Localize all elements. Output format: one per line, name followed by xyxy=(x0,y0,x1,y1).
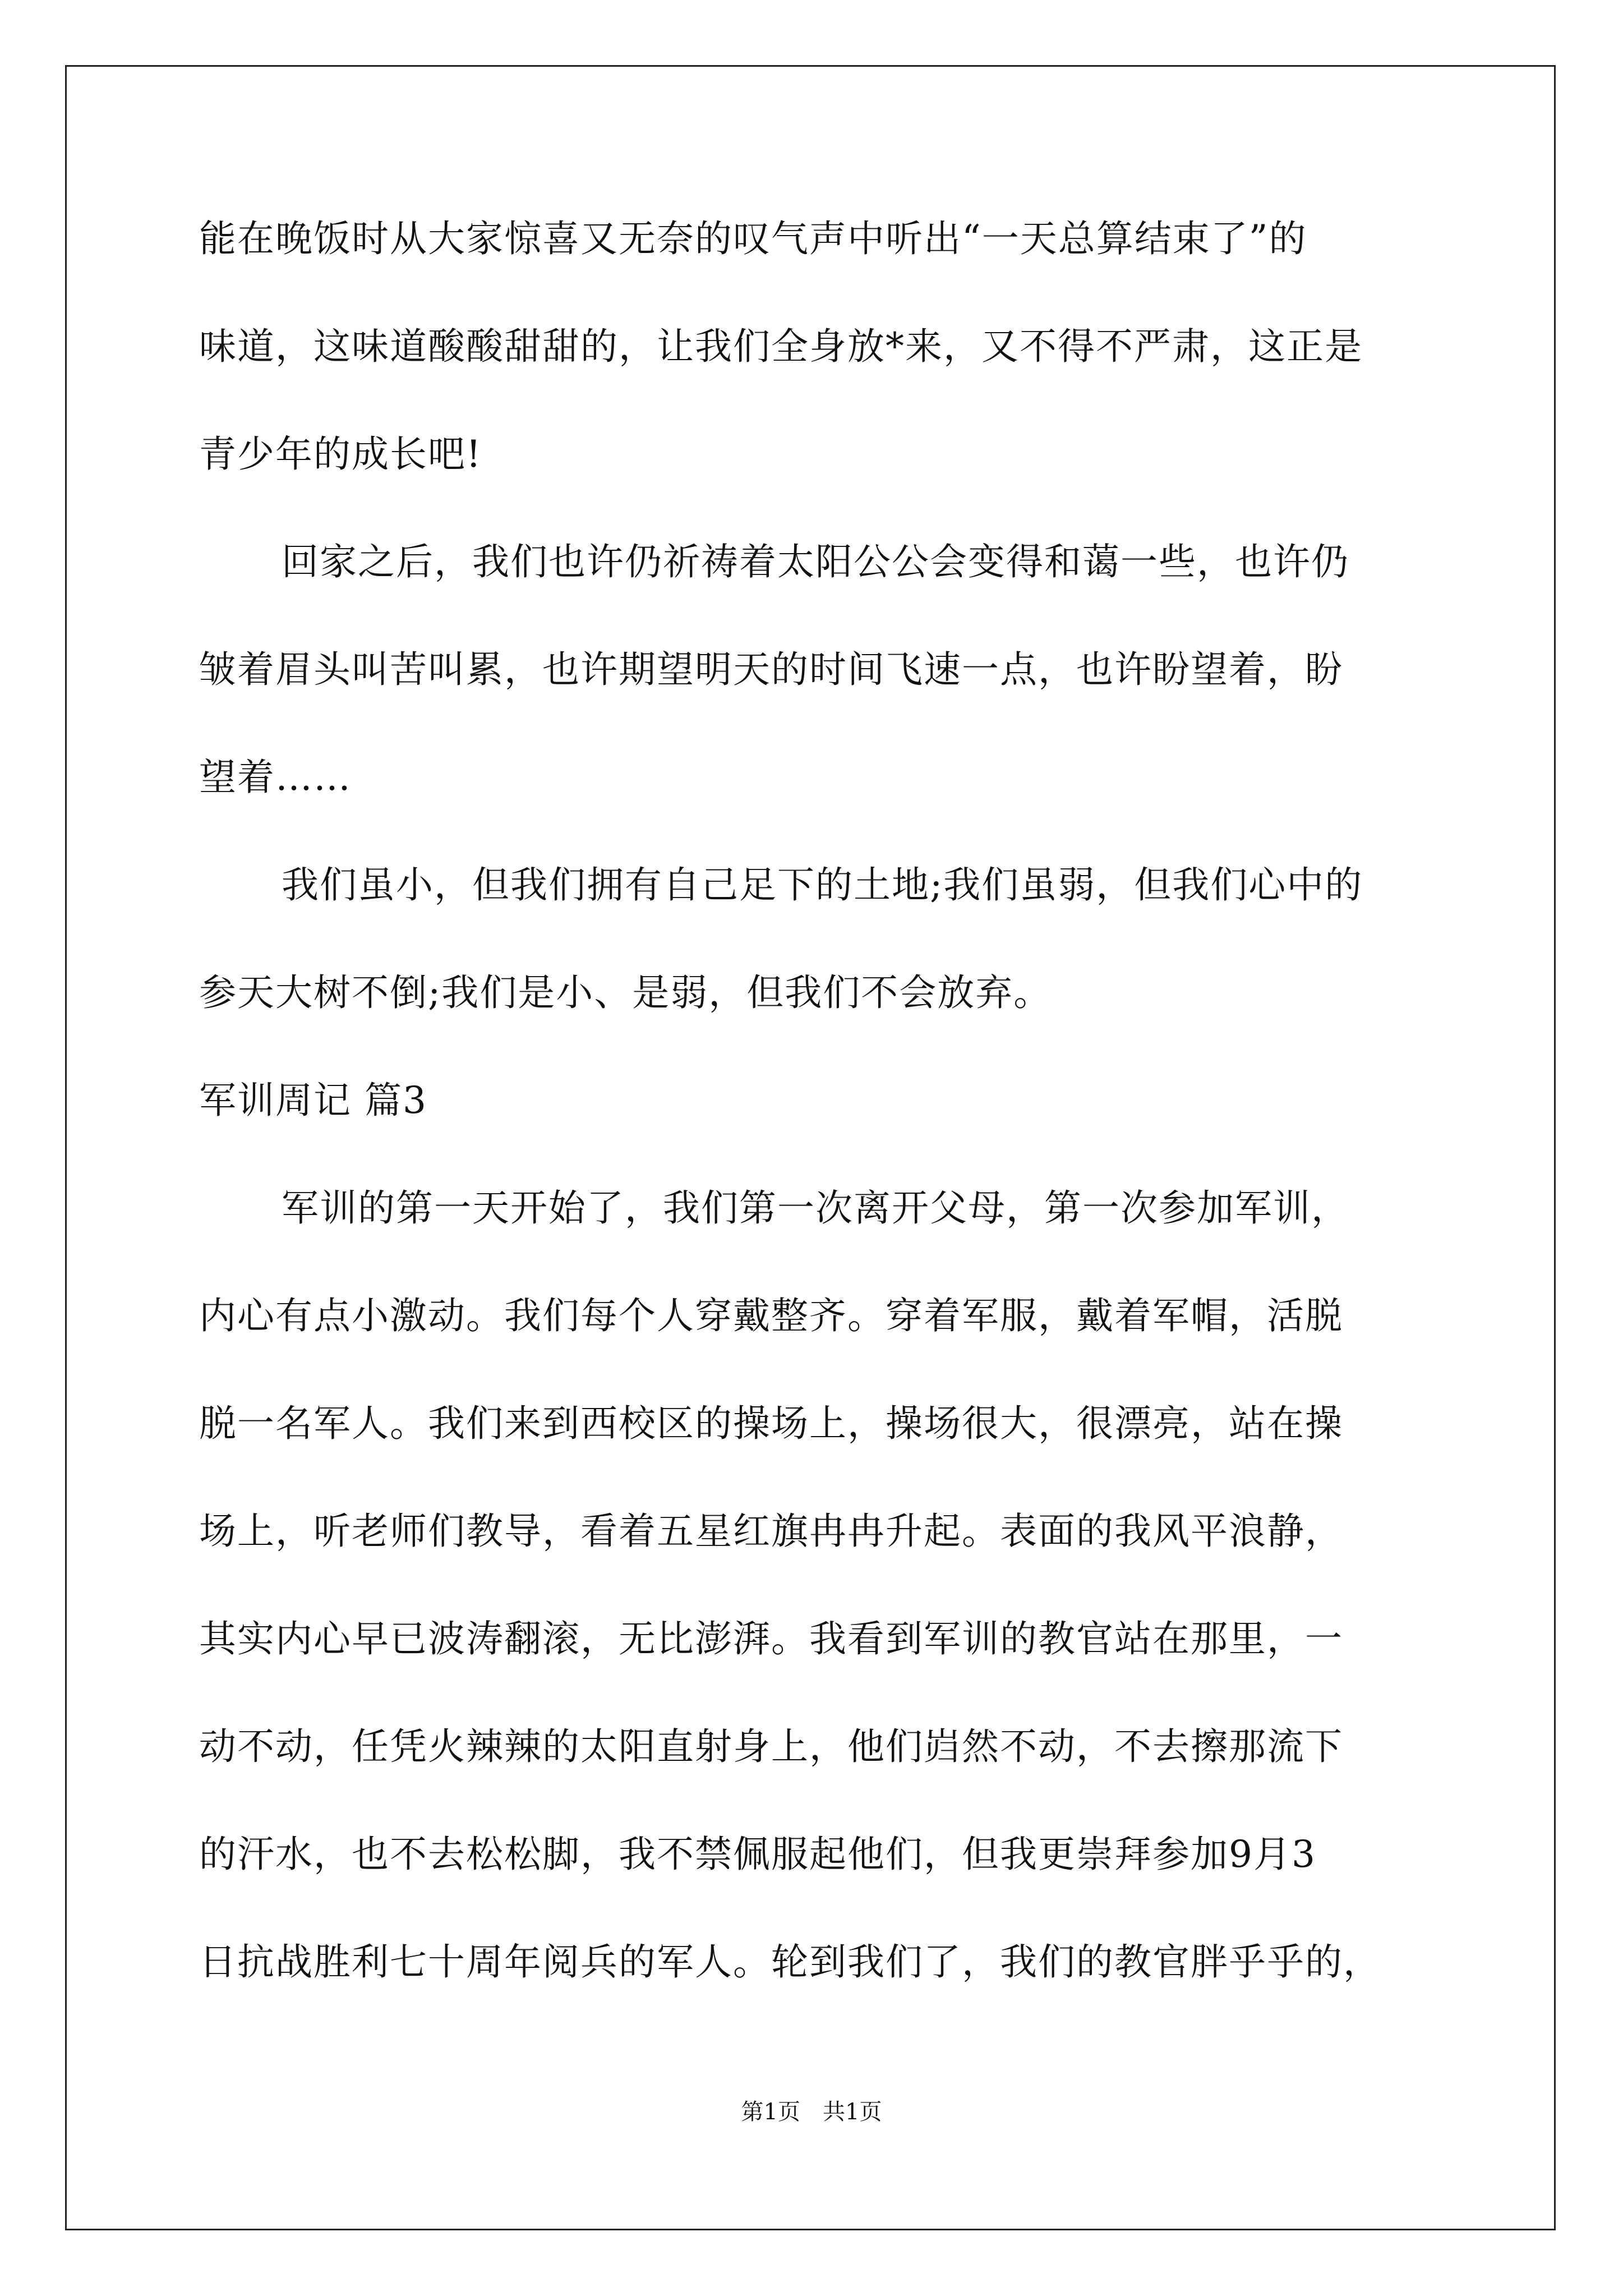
text-line: 能在晚饭时从大家惊喜又无奈的叹气声中听出“一天总算结束了”的 xyxy=(199,217,1307,260)
text-line: 皱着眉头叫苦叫累，也许期望明天的时间飞速一点，也许盼望着，盼 xyxy=(199,648,1343,691)
paragraph-start-line: 军训的第一天开始了，我们第一次离开父母，第一次参加军训， xyxy=(282,1186,1349,1230)
text-line: 味道，这味道酸酸甜甜的，让我们全身放*来，又不得不严肃，这正是 xyxy=(199,325,1363,368)
page-footer: 第1页 共1页 xyxy=(741,2099,882,2125)
text-line: 日抗战胜利七十周年阅兵的军人。轮到我们了，我们的教官胖乎乎的， xyxy=(199,1940,1381,1984)
text-line: 青少年的成长吧! xyxy=(199,432,482,476)
text-line: 参天大树不倒;我们是小、是弱，但我们不会放弃。 xyxy=(199,971,1052,1014)
paragraph-start-line: 我们虽小，但我们拥有自己足下的土地;我们虽弱，但我们心中的 xyxy=(282,863,1363,907)
text-line: 脱一名军人。我们来到西校区的操场上，操场很大，很漂亮，站在操 xyxy=(199,1402,1343,1445)
section-heading: 军训周记 篇3 xyxy=(199,1079,427,1122)
text-line: 动不动，任凭火辣辣的太阳直射身上，他们岿然不动，不去擦那流下 xyxy=(199,1725,1343,1768)
text-line: 内心有点小激动。我们每个人穿戴整齐。穿着军服，戴着军帽，活脱 xyxy=(199,1294,1343,1337)
text-line: 望着…… xyxy=(199,756,352,799)
text-line: 其实内心早已波涛翻滚，无比澎湃。我看到军训的教官站在那里，一 xyxy=(199,1617,1343,1660)
text-line: 的汗水，也不去松松脚，我不禁佩服起他们，但我更崇拜参加9月3 xyxy=(199,1833,1316,1876)
page-frame xyxy=(65,65,1556,2230)
paragraph-start-line: 回家之后，我们也许仍祈祷着太阳公公会变得和蔼一些，也许仍 xyxy=(282,540,1349,583)
text-line: 场上，听老师们教导，看着五星红旗冉冉升起。表面的我风平浪静， xyxy=(199,1510,1343,1553)
